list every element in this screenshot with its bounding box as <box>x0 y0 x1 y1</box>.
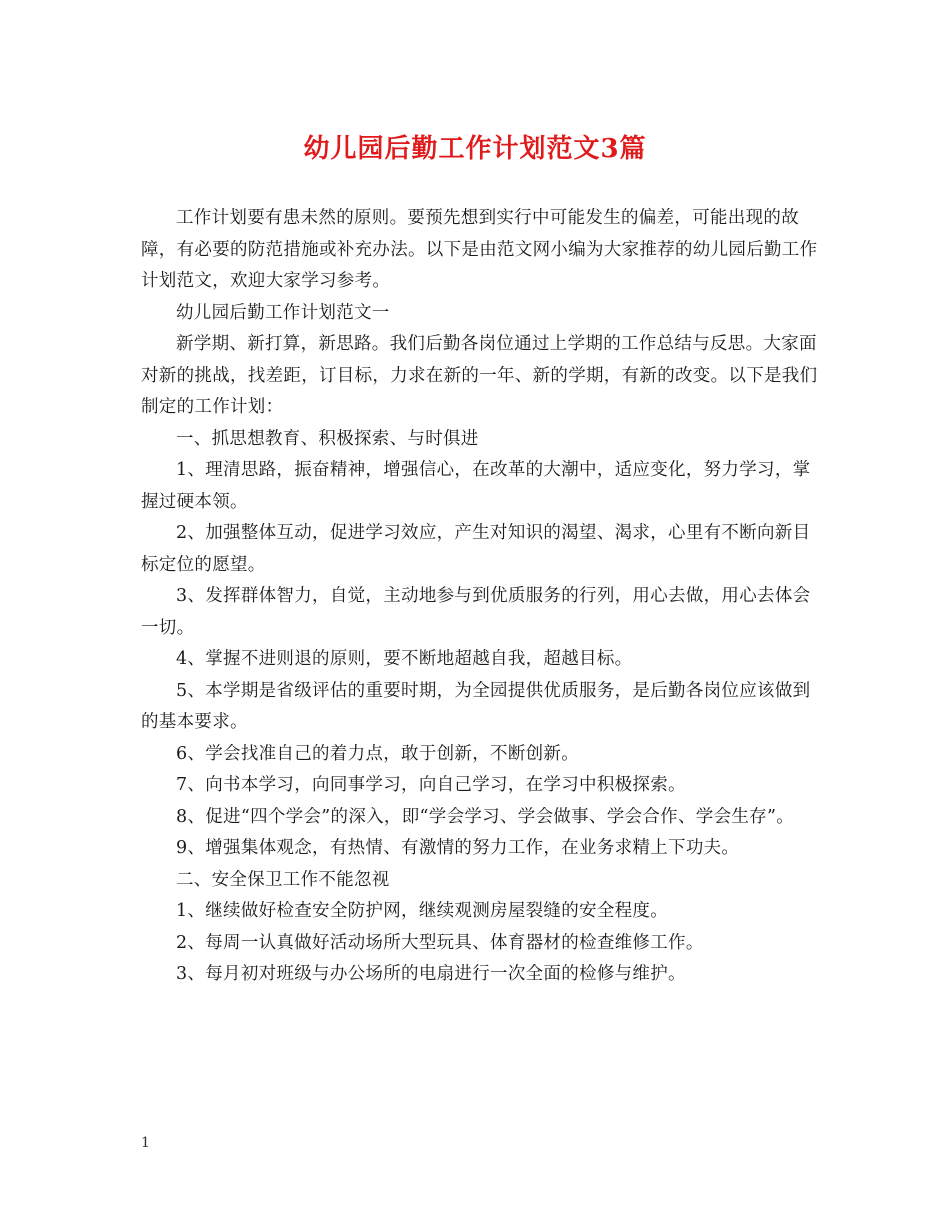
safety-item-3: 3、每月初对班级与办公场所的电扇进行一次全面的检修与维护。 <box>176 964 686 984</box>
list-item-9: 9、增强集体观念，有热情、有激情的努力工作，在业务求精上下功夫。 <box>176 838 740 858</box>
safety-item-1: 1、继续做好检查安全防护网，继续观测房屋裂缝的安全程度。 <box>176 901 669 921</box>
list-item-8: 8、促进“四个学会”的深入，即“学会学习、学会做事、学会合作、学会生存”。 <box>176 806 795 827</box>
paragraph-new-term: 新学期、新打算，新思路。我们后勤各岗位通过上学期的工作总结与反思。大家面对新的挑战，找差距，订目标，力求在新的一年、新的学期，有新的改变。以下是我们制定的工作计划： <box>141 334 818 417</box>
section-heading-safety: 二、安全保卫工作不能忽视 <box>176 869 390 890</box>
document-title: 幼儿园后勤工作计划范文3篇 <box>303 134 647 164</box>
list-item-2: 2、加强整体互动，促进学习效应，产生对知识的渴望、渴求，心里有不断向新目标定位的愿望。 <box>141 523 811 575</box>
list-item-3: 3、发挥群体智力，自觉，主动地参与到优质服务的行列，用心去做，用心去体会一切。 <box>141 586 811 638</box>
list-item-5: 5、本学期是省级评估的重要时期，为全园提供优质服务，是后勤各岗位应该做到的基本要求。 <box>141 680 811 732</box>
section-heading-sample-one: 幼儿园后勤工作计划范文一 <box>176 302 390 323</box>
page-number: 1 <box>141 1135 150 1151</box>
section-heading-ideology: 一、抓思想教育、积极探索、与时俱进 <box>176 428 479 449</box>
safety-item-2: 2、每周一认真做好活动场所大型玩具、体育器材的检查维修工作。 <box>176 932 704 953</box>
document-body <box>141 203 821 991</box>
paragraph-intro: 工作计划要有患未然的原则。要预先想到实行中可能发生的偏差，可能出现的故障，有必要的防范措施或补充办法。以下是由范文网小编为大家推荐的幼儿园后勤工作计划范文，欢迎大家学习参考。 <box>141 208 818 291</box>
list-item-6: 6、学会找准自己的着力点，敢于创新，不断创新。 <box>176 743 580 764</box>
list-item-7: 7、向书本学习，向同事学习，向自己学习，在学习中积极探索。 <box>176 775 686 795</box>
list-item-1: 1、理清思路，振奋精神，增强信心，在改革的大潮中，适应变化，努力学习，掌握过硬本领。 <box>141 460 811 512</box>
list-item-4: 4、掌握不进则退的原则，要不断地超越自我，超越目标。 <box>176 649 633 669</box>
